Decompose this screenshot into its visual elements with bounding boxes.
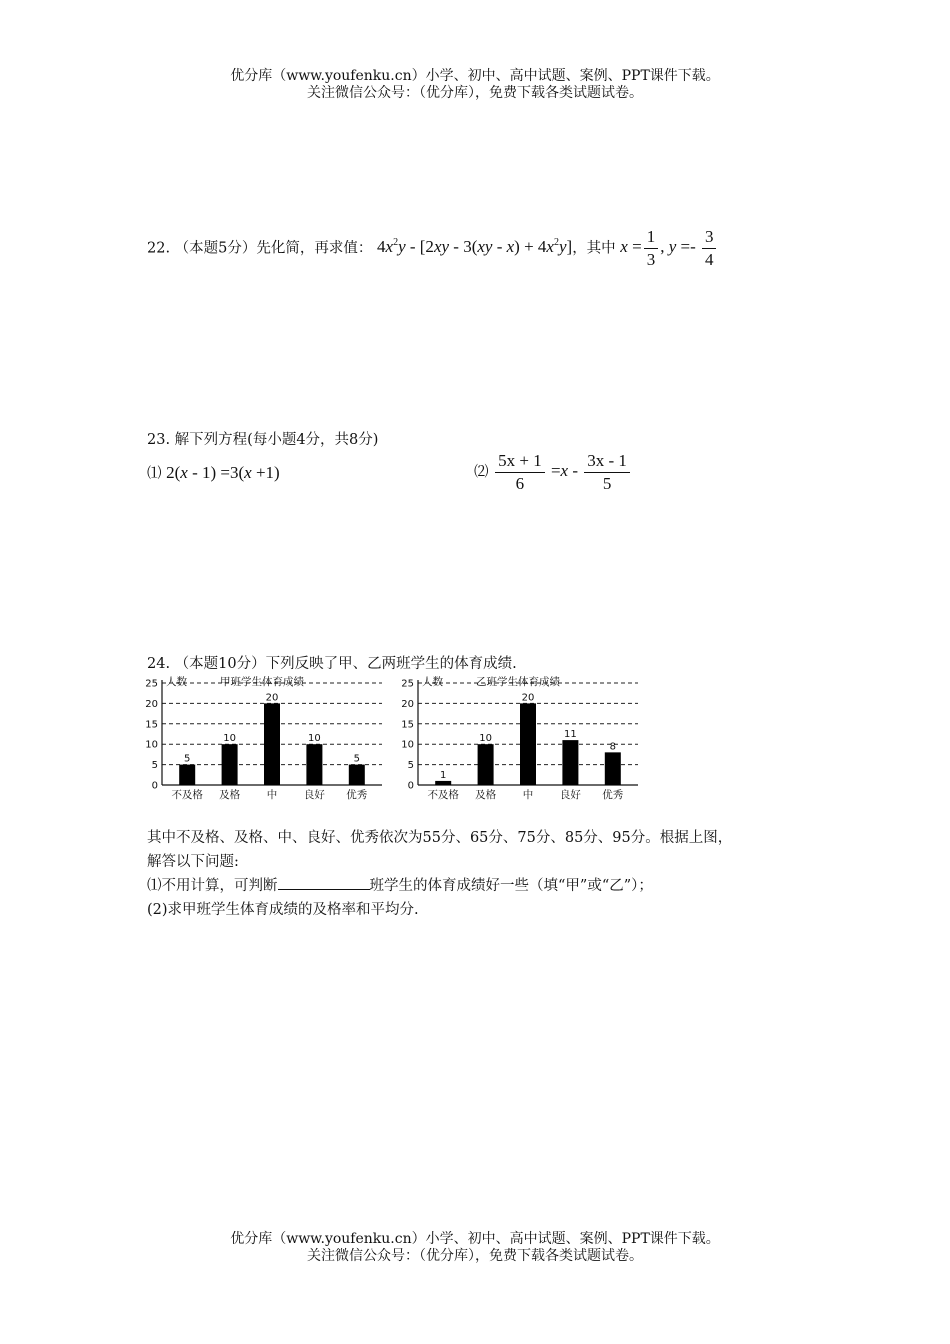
q22-expression: $4x^2y - [2xy - 3(xy - x) + 4x^2y]$ bbox=[377, 237, 573, 257]
q22-x-fraction: $\frac{1}{3}$ bbox=[644, 226, 659, 271]
y-tick-label: 0 bbox=[151, 780, 158, 792]
x-tick-label: 中 bbox=[266, 789, 278, 801]
header-line-1: 优分库（www.youfenku.cn）小学、初中、高中试题、案例、PPT课件下载。 bbox=[230, 68, 720, 84]
x-tick-label: 中 bbox=[522, 789, 534, 801]
chart-title: 甲班学生体育成绩 bbox=[220, 676, 304, 688]
y-tick-label: 10 bbox=[145, 739, 158, 751]
data-label: 10 bbox=[308, 733, 321, 745]
q23-p2-right-fraction: $\frac{3x - 1}{5}$ bbox=[584, 450, 630, 495]
chart-class-yi bbox=[396, 670, 646, 805]
y-axis-label: 人数 bbox=[422, 676, 443, 688]
bar bbox=[222, 744, 238, 785]
bar bbox=[264, 703, 280, 785]
q23-p1-label: ⑴ bbox=[147, 466, 162, 482]
q24-sub1-a: ⑴不用计算，可判断 bbox=[147, 878, 278, 894]
q24-sub-2: (2)求甲班学生体育成绩的及格率和平均分. bbox=[147, 902, 419, 918]
y-tick-label: 25 bbox=[401, 678, 414, 690]
data-label: 8 bbox=[609, 741, 616, 753]
q23-p2-left-fraction: $\frac{5x + 1}{6}$ bbox=[495, 450, 545, 495]
y-tick-label: 20 bbox=[401, 698, 414, 710]
q24-text-2: 解答以下问题: bbox=[147, 854, 239, 870]
bar bbox=[435, 781, 451, 785]
x-tick-label: 及格 bbox=[219, 789, 241, 801]
q22-values: x = $\frac{1}{3}$ , y =- $\frac{3}{4}$ bbox=[620, 237, 718, 256]
q24-text-1: 其中不及格、及格、中、良好、优秀依次为55分、65分、75分、85分、95分。根据上图， bbox=[147, 830, 733, 846]
page-footer bbox=[0, 1231, 950, 1265]
data-label: 5 bbox=[184, 753, 191, 765]
data-label: 20 bbox=[521, 692, 535, 704]
bar bbox=[349, 765, 365, 785]
x-tick-label: 优秀 bbox=[346, 789, 368, 801]
x-tick-label: 不及格 bbox=[427, 789, 459, 801]
footer-line-1: 优分库（www.youfenku.cn）小学、初中、高中试题、案例、PPT课件下载。 bbox=[230, 1231, 720, 1247]
header-line-2: 关注微信公众号：（优分库），免费下载各类试题试卷。 bbox=[307, 85, 643, 101]
x-tick-label: 优秀 bbox=[602, 789, 624, 801]
y-tick-label: 10 bbox=[401, 739, 414, 751]
x-tick-label: 良好 bbox=[303, 789, 325, 801]
bar bbox=[478, 744, 494, 785]
question-22 bbox=[147, 226, 718, 271]
x-tick-label: 良好 bbox=[559, 789, 581, 801]
bar bbox=[520, 703, 536, 785]
y-tick-label: 15 bbox=[401, 719, 414, 731]
bar bbox=[306, 744, 322, 785]
data-label: 20 bbox=[265, 692, 279, 704]
y-axis-label: 人数 bbox=[166, 676, 187, 688]
y-tick-label: 5 bbox=[151, 760, 158, 772]
q24-title: 24. （本题10分）下列反映了甲、乙两班学生的体育成绩. bbox=[147, 656, 517, 672]
q24-sub1-b: 班学生的体育成绩好一些（填“甲”或“乙”）； bbox=[369, 878, 653, 894]
page-header bbox=[0, 68, 950, 102]
q22-mid: ，其中 bbox=[572, 240, 616, 257]
chart-title: 乙班学生体育成绩 bbox=[476, 676, 560, 688]
q24-sub-1 bbox=[147, 874, 653, 895]
y-tick-label: 20 bbox=[145, 698, 158, 710]
y-tick-label: 5 bbox=[407, 760, 414, 772]
bar bbox=[605, 752, 621, 785]
q22-prefix: 22. （本题5分）先化简，再求值： bbox=[147, 240, 373, 257]
data-label: 10 bbox=[479, 733, 492, 745]
bar bbox=[179, 765, 195, 785]
data-label: 11 bbox=[564, 729, 577, 741]
y-tick-label: 0 bbox=[407, 780, 414, 792]
q23-part-1 bbox=[147, 462, 280, 483]
y-tick-label: 15 bbox=[145, 719, 158, 731]
q23-p2-equation: $\frac{5x + 1}{6}$ =x - $\frac{3x - 1}{5}$ bbox=[493, 461, 632, 480]
q23-part-2 bbox=[474, 450, 632, 495]
x-tick-label: 及格 bbox=[475, 789, 497, 801]
answer-blank[interactable] bbox=[278, 876, 370, 890]
x-tick-label: 不及格 bbox=[171, 789, 203, 801]
y-tick-label: 25 bbox=[145, 678, 158, 690]
chart-class-jia bbox=[140, 670, 390, 805]
bar bbox=[562, 740, 578, 785]
footer-line-2: 关注微信公众号：（优分库），免费下载各类试题试卷。 bbox=[307, 1248, 643, 1264]
q23-p1-equation: 2(x - 1) =3(x +1) bbox=[166, 463, 280, 482]
q22-y-fraction: $\frac{3}{4}$ bbox=[702, 226, 717, 271]
data-label: 10 bbox=[223, 733, 236, 745]
data-label: 1 bbox=[440, 769, 447, 781]
q23-p2-label: ⑵ bbox=[474, 464, 489, 481]
q23-title: 23. 解下列方程(每小题4分，共8分) bbox=[147, 432, 379, 448]
data-label: 5 bbox=[353, 753, 360, 765]
